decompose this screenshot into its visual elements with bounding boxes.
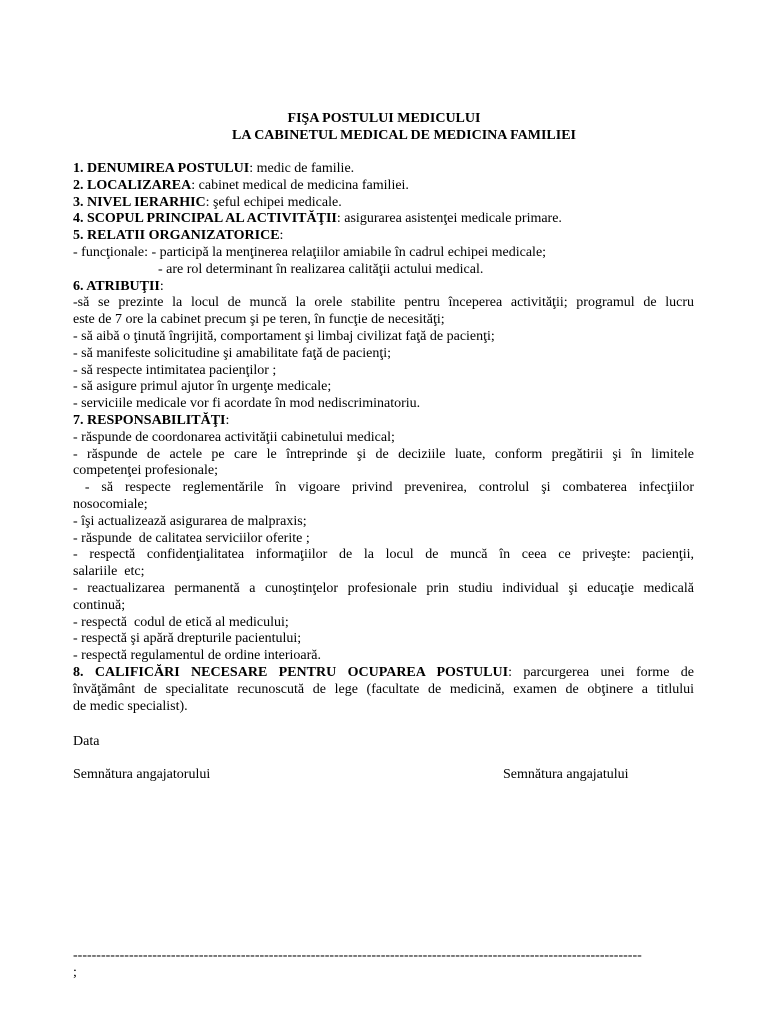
section-7 <box>73 413 694 430</box>
list-item: competenţei profesionale; <box>73 463 218 479</box>
section-7-colon: : <box>225 412 230 428</box>
trailing-semicolon: ; <box>73 965 77 980</box>
section-2 <box>73 178 694 195</box>
section-8 <box>73 665 694 682</box>
section-4-heading: 4. SCOPUL PRINCIPAL AL ACTIVITĂŢII <box>73 211 337 227</box>
section-5 <box>73 228 694 245</box>
list-item: - respectă şi apără drepturile pacientului; <box>73 631 302 647</box>
list-item: - să aibă o ţinută îngrijită, comportament şi limbaj civilizat faţă de pacienţi; <box>73 328 495 344</box>
section-6-heading: 6. ATRIBUŢII <box>73 278 160 294</box>
list-item: - să asigure primul ajutor în urgenţe medicale; <box>73 379 332 395</box>
section-6-colon: : <box>159 278 164 294</box>
document-title: FIŞA POSTULUI MEDICULUI <box>287 111 481 126</box>
list-item: - serviciile medicale vor fi acordate în mod nediscriminatoriu. <box>73 396 421 412</box>
section-1 <box>73 161 694 178</box>
list-item: - să manifeste solicitudine şi amabilitate faţă de pacienţi; <box>73 345 391 361</box>
section-6-paragraph: -să se prezinte la locul de muncă la orele stabilite pentru începerea activităţii; programul de lucru <box>73 295 694 311</box>
list-item: - respectă codul de etică al medicului; <box>73 614 289 630</box>
section-8-heading: 8. CALIFICĂRI NECESARE PENTRU OCUPAREA POSTULUI <box>73 664 509 680</box>
section-3 <box>73 195 694 212</box>
document-body <box>73 161 694 715</box>
date-label: Data <box>73 734 100 749</box>
list-item: - răspunde de calitatea serviciilor oferite ; <box>73 530 310 546</box>
list-item: nosocomiale; <box>73 496 148 512</box>
section-3-heading: 3. NIVEL IERARHIC <box>73 194 206 210</box>
section-8-paragraph: de medic specialist). <box>73 698 188 714</box>
section-4-text: : asigurarea asistenţei medicale primare. <box>336 211 562 227</box>
list-item: - respectă confidenţialitatea informaţiilor de la locul de muncă în ceea ce priveşte: pacienţii, <box>73 547 694 563</box>
section-5-heading: 5. RELATII ORGANIZATORICE <box>73 228 280 244</box>
section-3-text: : şeful echipei medicale. <box>205 194 342 210</box>
list-item: continuă; <box>73 597 126 613</box>
employee-signature-label: Semnătura angajatului <box>503 767 629 782</box>
section-6 <box>73 279 694 296</box>
section-8-text: : parcurgerea unei forme de <box>508 664 694 680</box>
document-subtitle: LA CABINETUL MEDICAL DE MEDICINA FAMILIEI <box>232 128 576 143</box>
section-8-paragraph: învăţământ de specialitate recunoscută de lege (facultate de medicină, examen de obţinere a titlului <box>73 681 694 697</box>
list-item: - răspunde de actele pe care le întreprinde şi de deciziile luate, conform pregătirii şi în limitele <box>73 446 694 462</box>
list-item: - îşi actualizează asigurarea de malpraxis; <box>73 513 307 529</box>
list-item: - respectă regulamentul de ordine interioară. <box>73 648 321 664</box>
section-4 <box>73 211 694 228</box>
section-2-text: : cabinet medical de medicina familiei. <box>191 177 409 193</box>
list-item: - să respecte intimitatea pacienţilor ; <box>73 362 277 378</box>
section-2-heading: 2. LOCALIZAREA <box>73 177 192 193</box>
list-item: - reactualizarea permanentă a cunoştinţelor profesionale prin studiu individual şi educaţie medicală <box>73 580 694 596</box>
section-5-colon: : <box>279 228 284 244</box>
list-item: - să respecte reglementările în vigoare privind prevenirea, controlul şi combaterea infecţiilor <box>73 480 694 496</box>
section-1-text: : medic de familie. <box>249 161 355 176</box>
employer-signature-label: Semnătura angajatorului <box>73 767 211 782</box>
list-item: salariile etc; <box>73 564 145 580</box>
section-1-heading: 1. DENUMIREA POSTULUI <box>73 161 250 176</box>
section-5-line: - funcţionale: - participă la menţinerea relaţiilor amiabile în cadrul echipei medicale; <box>73 244 547 260</box>
section-6-paragraph: este de 7 ore la cabinet precum şi pe teren, în funcţie de necesităţi; <box>73 312 445 328</box>
section-7-heading: 7. RESPONSABILITĂŢI <box>73 412 226 428</box>
dashed-separator: -------------------------------------------------------------------------------------------------------------------------- <box>73 948 642 963</box>
list-item: - răspunde de coordonarea activităţii cabinetului medical; <box>73 429 395 445</box>
section-5-line: - are rol determinant în realizarea calităţii actului medical. <box>158 261 484 277</box>
